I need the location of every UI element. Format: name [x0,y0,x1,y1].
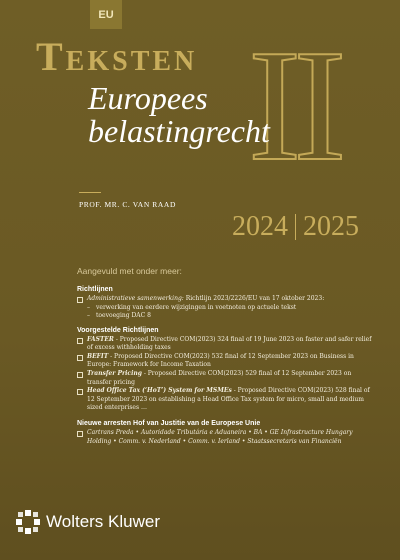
item-lead: Transfer Pricing [87,369,142,377]
section-richtlijnen [77,286,377,320]
checkbox-bullet-icon [77,389,83,395]
item-lead: BEFIT [87,352,109,360]
volume-numeral: II [248,16,339,194]
sub-item-text: verwerking van eerdere wijzigingen in voetnoten op actuele tekst [96,303,297,311]
item-lead: Cartrans Preda • Autoridade Tributária e Aduaneira • BA • GE Infrastructure Hungary Holding • Comm. v. Nederland • Comm. v. Ierland • Staatssecretaris van Financiën [87,428,353,445]
contents-summary [77,266,377,453]
item-text: - Proposed Directive COM(2023) 324 final of 19 June 2023 on faster and safer relief of excess withholding taxes [87,335,372,352]
author-name: PROF. MR. C. VAN RAAD [79,200,176,209]
region-badge: EU [90,0,122,29]
edition-years [232,213,359,241]
item-lead: Head Office Tax (‘HoT’) System for MSMEs [87,387,232,395]
year-separator [295,214,296,240]
item-text: - Proposed Directive COM(2023) 532 final of 12 September 2023 on Business in Europe: Framework for Income Taxation [87,352,354,369]
checkbox-bullet-icon [77,297,83,303]
checkbox-bullet-icon [77,372,83,378]
dash-bullet-icon: – [87,311,90,319]
list-item [77,295,377,304]
item-text: - Proposed Directive COM(2023) 529 final of 12 September 2023 on transfer pricing [87,369,352,386]
checkbox-bullet-icon [77,431,83,437]
year-end: 2025 [303,211,359,242]
section-title: Nieuwe arresten Hof van Justitie van de Europese Unie [77,419,261,427]
book-title [88,82,270,148]
item-lead: Administratieve samenwerking: [87,295,184,302]
section-title: Voorgestelde Richtlijnen [77,326,159,334]
wolters-kluwer-logo-icon [15,509,41,535]
year-start: 2024 [232,211,288,242]
sub-list-item [77,304,377,312]
sub-list-item [77,312,377,320]
item-text: - Proposed Directive COM(2023) 528 final of 12 September 2023 on establishing a Head Office Tax system for micro, small and medium sized enterprises … [87,387,370,412]
checkbox-bullet-icon [77,338,83,344]
list-item [77,370,377,387]
list-item [77,336,377,353]
book-title-line-2: belastingrecht [88,113,270,149]
publisher-name: Wolters Kluwer [46,512,160,531]
item-text: Richtlijn 2023/2226/EU van 17 oktober 2023: [183,295,325,302]
sub-item-text: toevoeging DAC 8 [96,311,151,319]
section-voorgestelde-richtlijnen [77,327,377,413]
checkbox-bullet-icon [77,355,83,361]
section-nieuwe-arresten [77,420,377,446]
author-divider [79,192,101,193]
list-item [77,353,377,370]
dash-bullet-icon: – [87,303,90,311]
book-title-line-1: Europees [88,80,208,116]
list-item [77,387,377,413]
list-item [77,429,377,446]
section-title: Richtlijnen [77,286,113,293]
contents-intro: Aangevuld met onder meer: [77,266,182,276]
series-title: Teksten [36,34,198,79]
item-lead: FASTER [87,335,114,343]
